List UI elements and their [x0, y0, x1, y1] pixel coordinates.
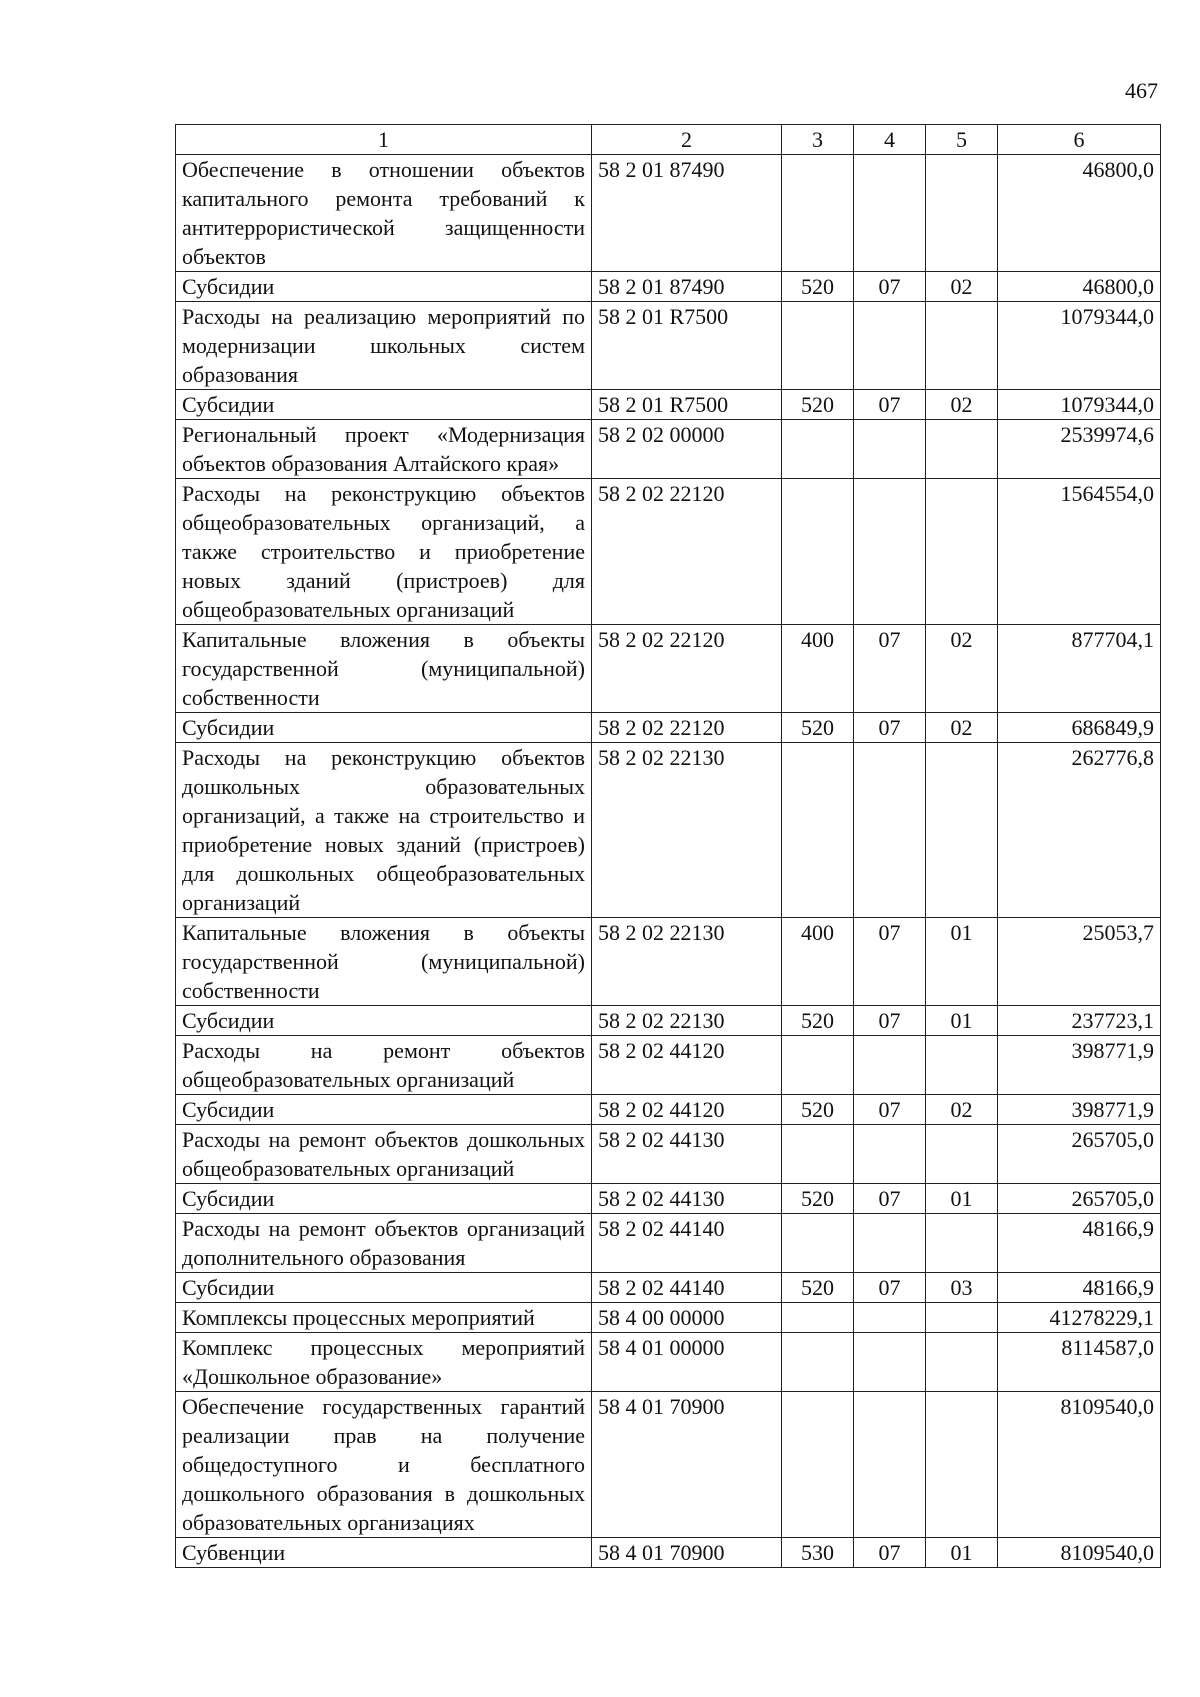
row-code-cell: 58 2 01 87490	[592, 272, 782, 302]
row-amount-cell: 262776,8	[998, 743, 1161, 918]
row-code-cell: 58 2 02 22120	[592, 713, 782, 743]
table-row	[176, 1273, 1161, 1303]
row-column-5-cell: 01	[926, 1538, 998, 1568]
table-row	[176, 1095, 1161, 1125]
column-header-6: 6	[998, 125, 1161, 155]
row-code-cell: 58 2 02 44130	[592, 1125, 782, 1184]
row-column-3-cell: 520	[782, 390, 854, 420]
row-column-4-cell: 07	[854, 1095, 926, 1125]
row-column-3-cell: 400	[782, 625, 854, 713]
row-code-cell: 58 2 02 22130	[592, 743, 782, 918]
row-column-4-cell	[854, 1214, 926, 1273]
row-code-cell: 58 4 01 70900	[592, 1392, 782, 1538]
row-column-4-cell	[854, 302, 926, 390]
row-column-4-cell	[854, 1303, 926, 1333]
row-column-5-cell	[926, 1125, 998, 1184]
row-amount-cell: 1079344,0	[998, 302, 1161, 390]
row-amount-cell: 686849,9	[998, 713, 1161, 743]
row-column-4-cell	[854, 420, 926, 479]
row-column-3-cell: 520	[782, 1184, 854, 1214]
row-column-3-cell: 400	[782, 918, 854, 1006]
row-name-cell: Обеспечение в отношении объектов капитального ремонта требований к антитеррористической защищенности объектов	[176, 155, 592, 272]
row-amount-cell: 48166,9	[998, 1273, 1161, 1303]
row-name-cell: Субсидии	[176, 272, 592, 302]
table-row	[176, 390, 1161, 420]
table-row	[176, 1333, 1161, 1392]
row-name-cell: Обеспечение государственных гарантий реализации прав на получение общедоступного и бесплатного дошкольного образования в дошкольных образовательных организациях	[176, 1392, 592, 1538]
row-column-4-cell: 07	[854, 272, 926, 302]
row-name-cell: Капитальные вложения в объекты государственной (муниципальной) собственности	[176, 918, 592, 1006]
row-column-3-cell	[782, 1303, 854, 1333]
table-row	[176, 155, 1161, 272]
row-amount-cell: 265705,0	[998, 1184, 1161, 1214]
row-column-3-cell: 520	[782, 1006, 854, 1036]
row-name-cell: Расходы на реализацию мероприятий по модернизации школьных систем образования	[176, 302, 592, 390]
row-name-cell: Субсидии	[176, 390, 592, 420]
row-code-cell: 58 2 02 44120	[592, 1095, 782, 1125]
table-row	[176, 302, 1161, 390]
page-number: 467	[1125, 78, 1158, 103]
row-code-cell: 58 2 02 00000	[592, 420, 782, 479]
row-code-cell: 58 2 02 44140	[592, 1214, 782, 1273]
row-amount-cell: 46800,0	[998, 155, 1161, 272]
row-code-cell: 58 2 01 R7500	[592, 302, 782, 390]
table-row	[176, 1392, 1161, 1538]
row-column-3-cell	[782, 743, 854, 918]
row-name-cell: Субвенции	[176, 1538, 592, 1568]
row-column-4-cell: 07	[854, 713, 926, 743]
column-header-3: 3	[782, 125, 854, 155]
row-amount-cell: 237723,1	[998, 1006, 1161, 1036]
table-row	[176, 1125, 1161, 1184]
row-name-cell: Расходы на ремонт объектов общеобразовательных организаций	[176, 1036, 592, 1095]
row-column-5-cell: 02	[926, 1095, 998, 1125]
row-column-5-cell: 02	[926, 390, 998, 420]
table-row	[176, 743, 1161, 918]
row-amount-cell: 25053,7	[998, 918, 1161, 1006]
table-row	[176, 1303, 1161, 1333]
row-column-5-cell	[926, 1214, 998, 1273]
row-amount-cell: 41278229,1	[998, 1303, 1161, 1333]
row-amount-cell: 398771,9	[998, 1036, 1161, 1095]
row-amount-cell: 48166,9	[998, 1214, 1161, 1273]
row-column-4-cell: 07	[854, 918, 926, 1006]
row-name-cell: Расходы на реконструкцию объектов дошкольных образовательных организаций, а также на строительство и приобретение новых зданий (пристроев) для дошкольных общеобразовательных организаций	[176, 743, 592, 918]
row-column-5-cell	[926, 479, 998, 625]
row-amount-cell: 265705,0	[998, 1125, 1161, 1184]
row-name-cell: Комплекс процессных мероприятий «Дошкольное образование»	[176, 1333, 592, 1392]
budget-table	[175, 124, 1161, 1568]
row-column-5-cell	[926, 743, 998, 918]
row-column-4-cell	[854, 1333, 926, 1392]
column-header-1: 1	[176, 125, 592, 155]
row-column-4-cell	[854, 1036, 926, 1095]
row-column-4-cell	[854, 1125, 926, 1184]
row-code-cell: 58 2 01 R7500	[592, 390, 782, 420]
row-code-cell: 58 2 02 22120	[592, 625, 782, 713]
row-code-cell: 58 2 02 22130	[592, 918, 782, 1006]
row-column-3-cell: 520	[782, 713, 854, 743]
row-name-cell: Региональный проект «Модернизация объектов образования Алтайского края»	[176, 420, 592, 479]
row-column-5-cell: 02	[926, 713, 998, 743]
row-code-cell: 58 2 02 44140	[592, 1273, 782, 1303]
table-row	[176, 1006, 1161, 1036]
row-amount-cell: 8109540,0	[998, 1538, 1161, 1568]
row-code-cell: 58 4 01 70900	[592, 1538, 782, 1568]
row-name-cell: Субсидии	[176, 1006, 592, 1036]
row-code-cell: 58 4 01 00000	[592, 1333, 782, 1392]
row-code-cell: 58 2 02 22130	[592, 1006, 782, 1036]
row-column-3-cell	[782, 1333, 854, 1392]
row-name-cell: Субсидии	[176, 713, 592, 743]
row-name-cell: Расходы на ремонт объектов дошкольных общеобразовательных организаций	[176, 1125, 592, 1184]
row-column-4-cell: 07	[854, 1273, 926, 1303]
row-column-3-cell: 520	[782, 1273, 854, 1303]
table-row	[176, 625, 1161, 713]
row-column-4-cell: 07	[854, 1538, 926, 1568]
row-column-4-cell: 07	[854, 1006, 926, 1036]
row-amount-cell: 398771,9	[998, 1095, 1161, 1125]
row-name-cell: Комплексы процессных мероприятий	[176, 1303, 592, 1333]
row-column-3-cell	[782, 1392, 854, 1538]
table-row	[176, 918, 1161, 1006]
row-column-4-cell	[854, 155, 926, 272]
row-column-3-cell	[782, 1214, 854, 1273]
row-name-cell: Расходы на ремонт объектов организаций дополнительного образования	[176, 1214, 592, 1273]
row-column-5-cell	[926, 1392, 998, 1538]
row-name-cell: Капитальные вложения в объекты государственной (муниципальной) собственности	[176, 625, 592, 713]
table-row	[176, 1214, 1161, 1273]
row-column-5-cell: 02	[926, 625, 998, 713]
row-column-5-cell: 01	[926, 1006, 998, 1036]
row-column-5-cell	[926, 420, 998, 479]
row-column-5-cell: 02	[926, 272, 998, 302]
row-column-5-cell: 01	[926, 918, 998, 1006]
row-code-cell: 58 2 02 44130	[592, 1184, 782, 1214]
table-row	[176, 272, 1161, 302]
row-column-3-cell: 530	[782, 1538, 854, 1568]
row-column-4-cell: 07	[854, 1184, 926, 1214]
table-row	[176, 1538, 1161, 1568]
header-row	[176, 125, 1161, 155]
row-column-5-cell	[926, 1036, 998, 1095]
row-column-3-cell	[782, 1125, 854, 1184]
table-row	[176, 420, 1161, 479]
row-column-4-cell: 07	[854, 625, 926, 713]
row-column-5-cell	[926, 1333, 998, 1392]
row-column-5-cell	[926, 155, 998, 272]
row-code-cell: 58 2 01 87490	[592, 155, 782, 272]
row-column-5-cell: 01	[926, 1184, 998, 1214]
row-column-4-cell: 07	[854, 390, 926, 420]
row-amount-cell: 1564554,0	[998, 479, 1161, 625]
row-column-3-cell	[782, 302, 854, 390]
row-column-3-cell	[782, 155, 854, 272]
column-header-5: 5	[926, 125, 998, 155]
row-name-cell: Расходы на реконструкцию объектов общеобразовательных организаций, а также строительство и приобретение новых зданий (пристроев) для общеобразовательных организаций	[176, 479, 592, 625]
table-row	[176, 713, 1161, 743]
row-column-4-cell	[854, 479, 926, 625]
row-column-4-cell	[854, 1392, 926, 1538]
column-header-4: 4	[854, 125, 926, 155]
row-column-5-cell	[926, 302, 998, 390]
row-amount-cell: 8114587,0	[998, 1333, 1161, 1392]
row-column-3-cell: 520	[782, 1095, 854, 1125]
row-name-cell: Субсидии	[176, 1184, 592, 1214]
row-amount-cell: 1079344,0	[998, 390, 1161, 420]
row-column-3-cell	[782, 479, 854, 625]
row-code-cell: 58 4 00 00000	[592, 1303, 782, 1333]
table-row	[176, 479, 1161, 625]
row-amount-cell: 2539974,6	[998, 420, 1161, 479]
row-amount-cell: 46800,0	[998, 272, 1161, 302]
row-column-3-cell: 520	[782, 272, 854, 302]
row-column-5-cell	[926, 1303, 998, 1333]
row-amount-cell: 8109540,0	[998, 1392, 1161, 1538]
row-name-cell: Субсидии	[176, 1273, 592, 1303]
table-row	[176, 1184, 1161, 1214]
row-column-4-cell	[854, 743, 926, 918]
row-code-cell: 58 2 02 44120	[592, 1036, 782, 1095]
column-header-2: 2	[592, 125, 782, 155]
row-column-3-cell	[782, 420, 854, 479]
table-body	[176, 155, 1161, 1568]
row-code-cell: 58 2 02 22120	[592, 479, 782, 625]
table-header	[176, 125, 1161, 155]
row-name-cell: Субсидии	[176, 1095, 592, 1125]
row-column-5-cell: 03	[926, 1273, 998, 1303]
row-column-3-cell	[782, 1036, 854, 1095]
table-row	[176, 1036, 1161, 1095]
row-amount-cell: 877704,1	[998, 625, 1161, 713]
